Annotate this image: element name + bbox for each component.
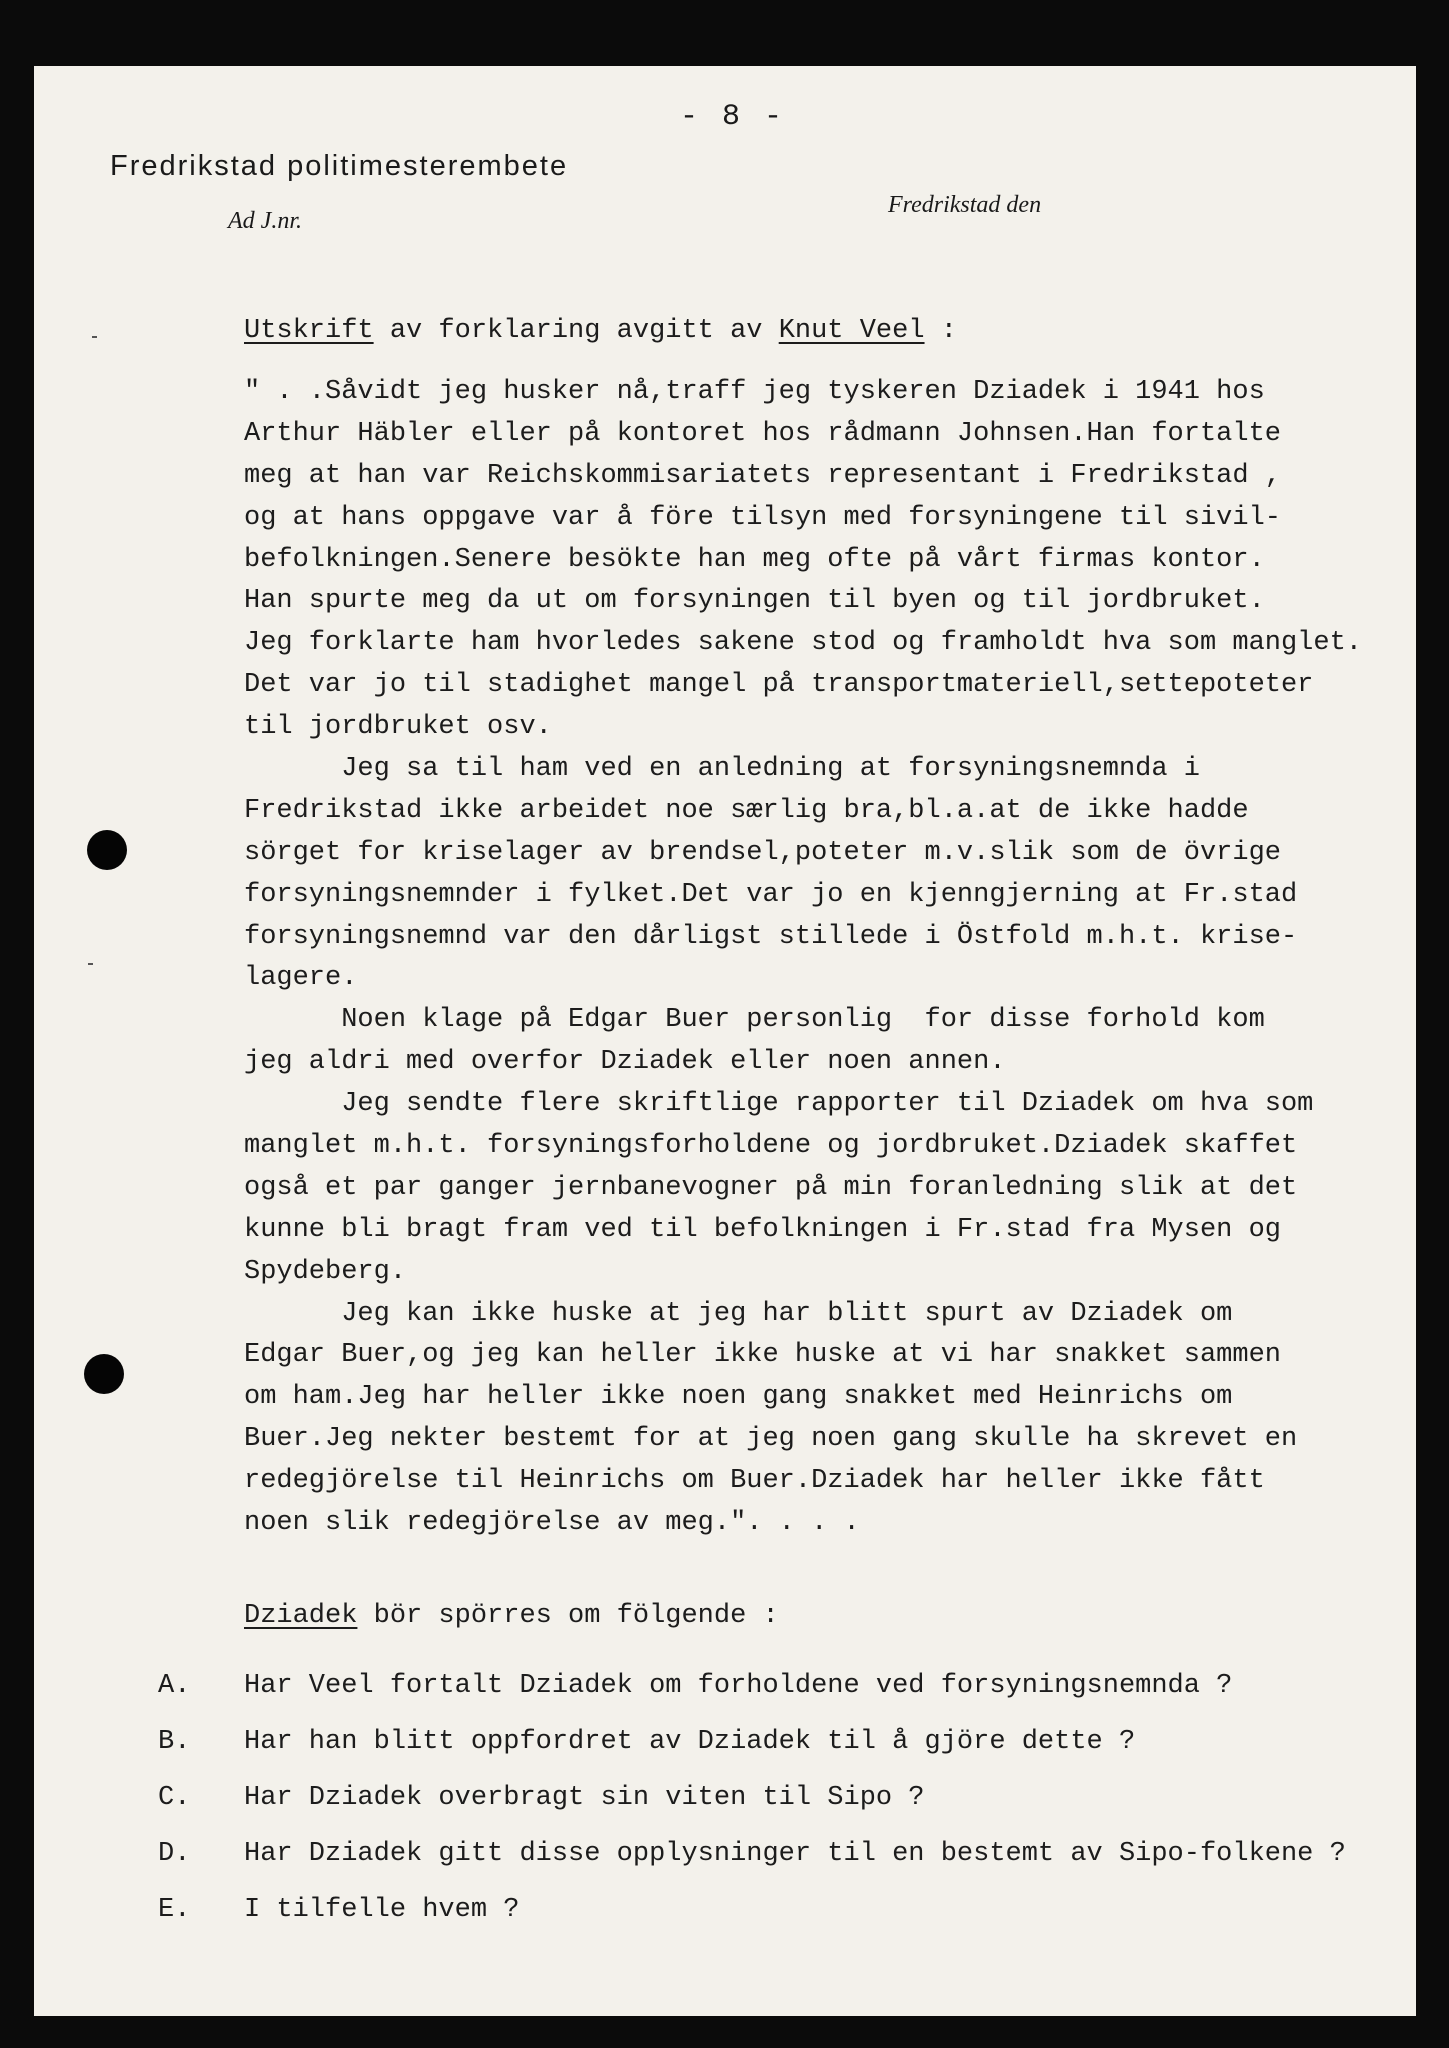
statement-line: manglet m.h.t. forsyningsforholdene og jordbruket.Dziadek skaffet (244, 1131, 1298, 1162)
heading-suffix: : (924, 316, 957, 346)
statement-line: Det var jo til stadighet mangel på transportmateriell,settepoteter (244, 670, 1314, 701)
question-letter: B. (158, 1727, 191, 1757)
question-text: Har han blitt oppfordret av Dziadek til å gjöre dette ? (244, 1727, 1136, 1757)
statement-line: Jeg sendte flere skriftlige rapporter til Dziadek om hva som (244, 1089, 1314, 1120)
question-item (158, 1895, 519, 1925)
statement-heading (244, 316, 957, 346)
heading-prefix: Utskrift (244, 316, 374, 346)
question-item (158, 1671, 1232, 1701)
statement-line: Jeg forklarte ham hvorledes sakene stod og framholdt hva som manglet. (244, 628, 1362, 659)
punch-hole (84, 1354, 124, 1394)
statement-line: lagere. (244, 963, 358, 994)
statement-line: Fredrikstad ikke arbeidet noe særlig bra,bl.a.at de ikke hadde (244, 795, 1249, 826)
statement-line: meg at han var Reichskommisariatets representant i Fredrikstad , (244, 460, 1281, 491)
statement-line: forsyningsnemnd var den dårligst stillede i Östfold m.h.t. krise- (244, 921, 1298, 952)
statement-line: Han spurte meg da ut om forsyningen til byen og til jordbruket. (244, 586, 1265, 617)
margin-mark (92, 336, 97, 338)
question-letter: C. (158, 1783, 191, 1813)
statement-line: Jeg sa til ham ved en anledning at forsyningsnemnda i (244, 754, 1200, 785)
question-letter: E. (158, 1895, 191, 1925)
question-letter: A. (158, 1671, 191, 1701)
question-item (158, 1727, 1135, 1757)
punch-hole (87, 830, 127, 870)
question-text: Har Dziadek gitt disse opplysninger til en bestemt av Sipo-folkene ? (244, 1839, 1346, 1869)
statement-line: noen slik redegjörelse av meg.". . . . (244, 1508, 860, 1539)
question-text: Har Veel fortalt Dziadek om forholdene ved forsyningsnemnda ? (244, 1671, 1233, 1701)
statement-line: kunne bli bragt fram ved til befolkningen i Fr.stad fra Mysen og (244, 1214, 1281, 1245)
heading-name: Knut Veel (778, 316, 925, 346)
place-date-label: Fredrikstad den (888, 192, 1042, 218)
question-letter: D. (158, 1839, 191, 1869)
statement-line: Jeg kan ikke huske at jeg har blitt spurt av Dziadek om (244, 1298, 1233, 1329)
heading-middle: av forklaring avgitt av (373, 316, 779, 346)
statement-line: Edgar Buer,og jeg kan heller ikke huske at vi har snakket sammen (244, 1340, 1281, 1371)
questions-heading-name: Dziadek (244, 1601, 358, 1631)
statement-line: befolkningen.Senere besökte han meg ofte på vårt firmas kontor. (244, 544, 1265, 575)
statement-line: også et par ganger jernbanevogner på min foranledning slik at det (244, 1172, 1298, 1203)
question-item (158, 1839, 1346, 1869)
statement-line: jeg aldri med overfor Dziadek eller noen annen. (244, 1047, 1006, 1078)
statement-line: forsyningsnemnder i fylket.Det var jo en kjenngjerning at Fr.stad (244, 879, 1298, 910)
question-item (158, 1783, 925, 1813)
statement-line: og at hans oppgave var å före tilsyn med forsyningene til sivil- (244, 502, 1281, 533)
statement-line: Noen klage på Edgar Buer personlig for disse forhold kom (244, 1005, 1265, 1036)
statement-line: til jordbruket osv. (244, 712, 552, 743)
question-text: Har Dziadek overbragt sin viten til Sipo ? (244, 1783, 925, 1813)
statement-body (244, 372, 1374, 1545)
statement-line: Spydeberg. (244, 1256, 407, 1287)
questions-heading-rest: bör spörres om fölgende : (357, 1601, 779, 1631)
statement-line: redegjörelse til Heinrichs om Buer.Dziadek har heller ikke fått (244, 1466, 1265, 1497)
statement-line: om ham.Jeg har heller ikke noen gang snakket med Heinrichs om (244, 1382, 1233, 1413)
statement-line: sörget for kriselager av brendsel,poteter m.v.slik som de övrige (244, 837, 1281, 868)
questions-heading (244, 1601, 779, 1631)
journal-number-label: Ad J.nr. (228, 208, 302, 234)
statement-line: " . .Såvidt jeg husker nå,traff jeg tyskeren Dziadek i 1941 hos (244, 377, 1265, 407)
statement-line: Arthur Häbler eller på kontoret hos rådmann Johnsen.Han fortalte (244, 418, 1281, 449)
question-text: I tilfelle hvem ? (244, 1895, 520, 1925)
margin-mark (88, 963, 93, 965)
page-number: - 8 - (680, 100, 786, 134)
office-letterhead: Fredrikstad politimesterembete (110, 150, 569, 182)
statement-line: Buer.Jeg nekter bestemt for at jeg noen gang skulle ha skrevet en (244, 1424, 1298, 1455)
